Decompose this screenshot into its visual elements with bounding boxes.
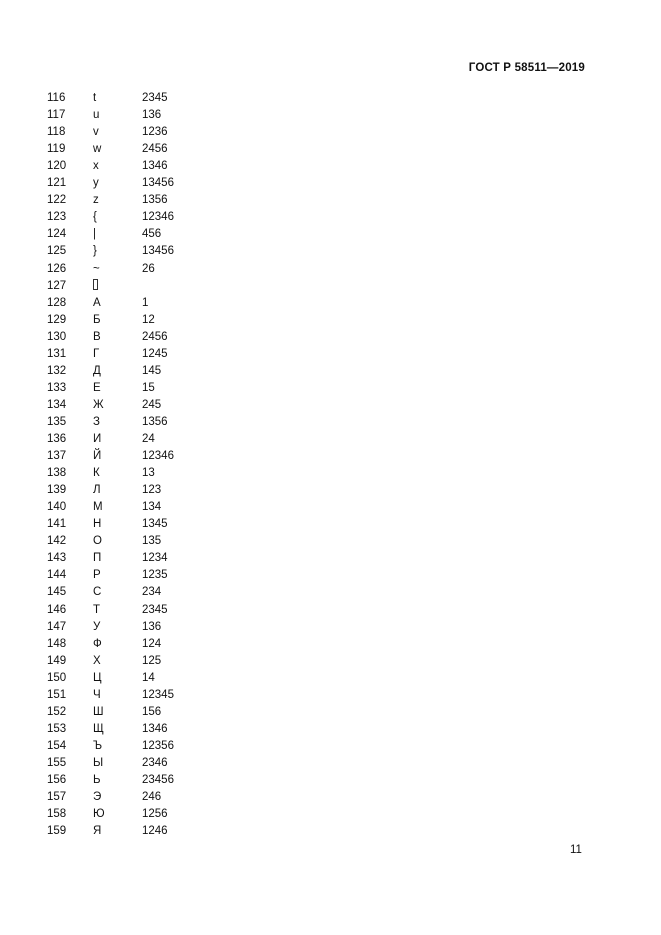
character-cell: x: [93, 160, 99, 173]
table-row: [0, 721, 300, 738]
code-cell: 119: [47, 143, 66, 156]
dots-cell: 26: [142, 262, 155, 275]
dots-cell: 1346: [142, 160, 168, 173]
character-cell: Й: [93, 450, 102, 463]
dots-cell: 124: [142, 637, 162, 650]
table-row: [0, 584, 300, 601]
character-cell: Х: [93, 654, 101, 667]
table-row: [0, 192, 300, 209]
dots-cell: 1256: [142, 808, 168, 821]
code-cell: 134: [47, 398, 67, 411]
table-row: [0, 380, 300, 397]
character-cell: Д: [93, 364, 101, 377]
dots-cell: 136: [142, 109, 162, 122]
dots-cell: 12346: [142, 450, 174, 463]
document-code: ГОСТ Р 58511—2019: [468, 62, 585, 74]
table-row: [0, 226, 300, 243]
character-cell: Б: [93, 313, 101, 326]
character-cell: Щ: [93, 722, 104, 735]
code-cell: 159: [47, 825, 67, 838]
code-cell: 158: [47, 808, 67, 821]
character-cell: Ч: [93, 688, 101, 701]
dots-cell: 1346: [142, 722, 168, 735]
dots-cell: 13456: [142, 177, 174, 190]
table-row: [0, 806, 300, 823]
code-cell: 133: [47, 381, 67, 394]
code-cell: 153: [47, 722, 67, 735]
dots-cell: 2456: [142, 143, 168, 156]
table-row: [0, 738, 300, 755]
table-row: [0, 619, 300, 636]
character-cell: Ю: [93, 808, 105, 821]
code-cell: 128: [47, 296, 67, 309]
code-cell: 156: [47, 774, 67, 786]
character-cell: И: [93, 433, 102, 445]
dots-cell: 1245: [142, 347, 168, 360]
dots-cell: 134: [142, 501, 162, 514]
table-row: [0, 346, 300, 363]
dots-cell: 1356: [142, 415, 168, 428]
dots-cell: 125: [142, 654, 162, 667]
dots-cell: 246: [142, 791, 162, 804]
table-row: [0, 90, 300, 107]
table-row: [0, 141, 300, 158]
code-cell: 117: [47, 109, 66, 122]
table-row: [0, 533, 300, 550]
code-cell: 131: [47, 347, 67, 360]
dots-cell: 1356: [142, 194, 168, 207]
character-cell: Я: [93, 825, 102, 838]
dots-cell: 13456: [142, 245, 174, 258]
code-cell: 150: [47, 671, 67, 684]
dots-cell: 12356: [142, 739, 174, 752]
character-cell: С: [93, 586, 102, 599]
dots-cell: 12: [142, 313, 155, 326]
table-row: [0, 397, 300, 414]
character-cell: К: [93, 467, 100, 480]
table-row: [0, 653, 300, 670]
table-row: [0, 414, 300, 431]
dots-cell: 2456: [142, 330, 168, 343]
table-row: [0, 158, 300, 175]
table-row: [0, 482, 300, 499]
dots-cell: 2345: [142, 603, 168, 616]
character-cell: П: [93, 552, 102, 565]
code-cell: 140: [47, 501, 67, 514]
code-cell: 120: [47, 160, 67, 173]
table-row: [0, 670, 300, 687]
code-cell: 135: [47, 415, 67, 428]
dots-cell: 136: [142, 620, 162, 633]
character-cell: Е: [93, 381, 101, 394]
character-cell: З: [93, 415, 100, 428]
character-cell: У: [93, 620, 101, 633]
code-cell: 157: [47, 791, 67, 804]
character-cell: Р: [93, 569, 101, 582]
dots-cell: 12346: [142, 211, 174, 224]
code-cell: 127: [47, 279, 67, 292]
code-cell: 155: [47, 756, 67, 769]
dots-cell: 23456: [142, 774, 174, 786]
code-cell: 126: [47, 262, 67, 275]
table-row: [0, 107, 300, 124]
dots-cell: 1: [142, 296, 149, 309]
dots-cell: 1235: [142, 569, 168, 582]
code-cell: 132: [47, 364, 67, 377]
page-number: 11: [570, 844, 582, 856]
code-cell: 130: [47, 330, 67, 343]
code-cell: 145: [47, 586, 67, 599]
code-cell: 144: [47, 569, 67, 582]
table-row: [0, 431, 300, 448]
table-row: [0, 448, 300, 465]
dots-cell: 1234: [142, 552, 168, 565]
character-cell: Ф: [93, 637, 102, 650]
table-row: [0, 295, 300, 312]
table-row: [0, 602, 300, 619]
table-row: [0, 278, 300, 295]
character-cell: Ы: [93, 756, 104, 769]
table-row: [0, 363, 300, 380]
code-cell: 146: [47, 603, 67, 616]
dots-cell: 15: [142, 381, 155, 394]
table-row: [0, 261, 300, 278]
code-cell: 118: [47, 126, 66, 139]
character-cell: Т: [93, 603, 101, 616]
table-row: [0, 312, 300, 329]
character-cell: Э: [93, 791, 102, 804]
character-cell: v: [93, 126, 99, 139]
code-cell: 116: [47, 92, 66, 104]
character-cell: Л: [93, 484, 101, 497]
code-cell: 152: [47, 705, 67, 718]
character-cell: t: [93, 92, 97, 104]
table-row: [0, 465, 300, 482]
dots-cell: 1246: [142, 825, 168, 838]
character-cell: w: [93, 143, 102, 156]
code-cell: 123: [47, 211, 67, 224]
code-cell: 149: [47, 654, 67, 667]
dots-cell: 14: [142, 671, 155, 684]
code-cell: 141: [47, 518, 67, 531]
character-cell: |: [93, 228, 96, 241]
code-cell: 124: [47, 228, 67, 241]
code-cell: 151: [47, 688, 67, 701]
character-cell: Г: [93, 347, 100, 360]
character-cell: {: [93, 211, 97, 224]
character-cell: }: [93, 245, 97, 258]
missing-glyph-icon: [93, 279, 98, 290]
code-cell: 139: [47, 484, 67, 497]
dots-cell: 12345: [142, 688, 174, 701]
dots-cell: 234: [142, 586, 162, 599]
table-row: [0, 636, 300, 653]
code-cell: 138: [47, 467, 67, 480]
table-row: [0, 789, 300, 806]
character-cell: Ъ: [93, 739, 103, 752]
table-row: [0, 329, 300, 346]
dots-cell: 2346: [142, 756, 168, 769]
table-row: [0, 516, 300, 533]
character-cell: А: [93, 296, 101, 309]
code-cell: 136: [47, 433, 67, 445]
character-cell: Ш: [93, 705, 104, 718]
character-cell: Ь: [93, 774, 101, 786]
dots-cell: 1236: [142, 126, 168, 139]
table-row: [0, 755, 300, 772]
dots-cell: 2345: [142, 92, 168, 104]
dots-cell: 156: [142, 705, 162, 718]
table-row: [0, 124, 300, 141]
character-cell: z: [93, 194, 99, 207]
character-cell: y: [93, 177, 99, 190]
dots-cell: 1345: [142, 518, 168, 531]
table-row: [0, 550, 300, 567]
code-cell: 122: [47, 194, 67, 207]
table-row: [0, 499, 300, 516]
dots-cell: 245: [142, 398, 162, 411]
table-row: [0, 243, 300, 260]
dots-cell: 456: [142, 228, 162, 241]
table-row: [0, 772, 300, 789]
dots-cell: 24: [142, 433, 155, 445]
code-cell: 148: [47, 637, 67, 650]
table-row: [0, 175, 300, 192]
character-cell: Ж: [93, 398, 104, 411]
table-row: [0, 823, 300, 840]
table-row: [0, 567, 300, 584]
character-cell: Н: [93, 518, 102, 531]
code-cell: 142: [47, 535, 67, 548]
character-cell: ~: [93, 262, 100, 275]
character-cell: О: [93, 535, 102, 548]
character-cell: u: [93, 109, 100, 122]
code-cell: 121: [47, 177, 67, 190]
dots-cell: 145: [142, 364, 162, 377]
code-cell: 143: [47, 552, 67, 565]
table-row: [0, 209, 300, 226]
table-row: [0, 687, 300, 704]
code-cell: 137: [47, 450, 67, 463]
character-cell: В: [93, 330, 101, 343]
dots-cell: 13: [142, 467, 155, 480]
code-cell: 154: [47, 739, 67, 752]
dots-cell: 123: [142, 484, 162, 497]
table-row: [0, 704, 300, 721]
character-cell: Ц: [93, 671, 102, 684]
dots-cell: 135: [142, 535, 162, 548]
character-cell: М: [93, 501, 103, 514]
code-cell: 125: [47, 245, 67, 258]
character-cell: [93, 278, 98, 295]
code-cell: 129: [47, 313, 67, 326]
code-cell: 147: [47, 620, 67, 633]
